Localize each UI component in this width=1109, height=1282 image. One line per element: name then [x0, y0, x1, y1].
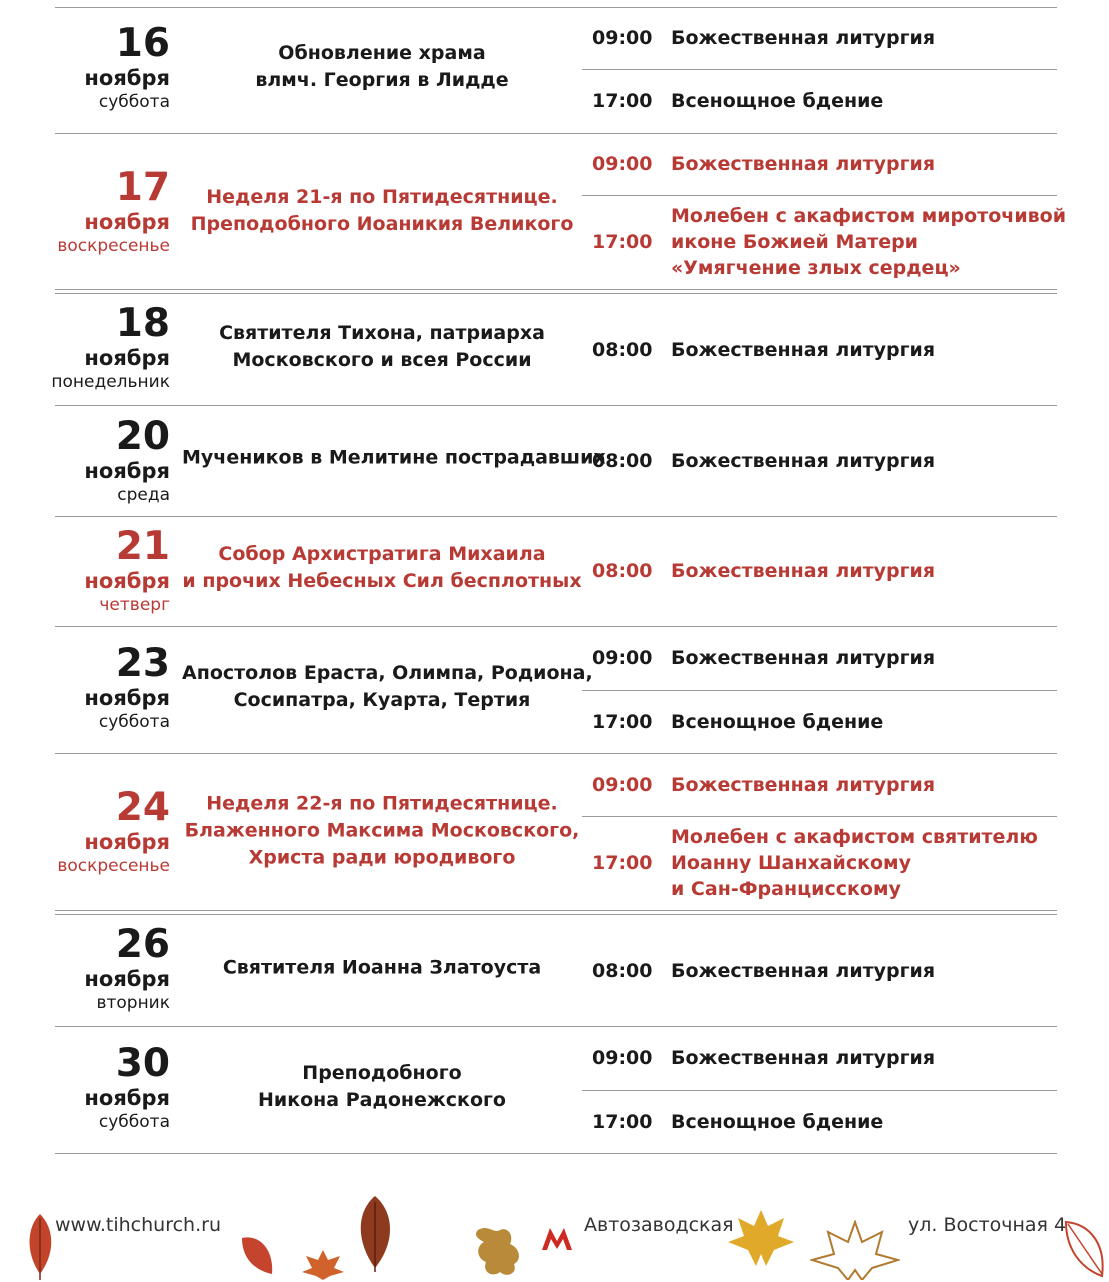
service-time: 08:00 [592, 560, 653, 582]
service-row [582, 1090, 1057, 1153]
service-name-line: Божественная литургия [671, 449, 936, 472]
maple-leaf-icon [300, 1248, 346, 1280]
divider [55, 910, 1057, 911]
service-row [582, 294, 1057, 405]
service-row [582, 690, 1057, 753]
day-weekday: вторник [96, 992, 170, 1013]
service-name [671, 337, 1057, 363]
service-time: 17:00 [592, 1110, 653, 1133]
service-time: 09:00 [592, 647, 653, 669]
autumn-leaf-icon [350, 1194, 400, 1274]
day-weekday: воскресенье [57, 235, 170, 256]
feast-title-line: Никона Радонежского [258, 1088, 506, 1111]
feast-title [182, 791, 582, 872]
service-name-line: Иоанну Шанхайскому [671, 852, 911, 874]
date-block [20, 413, 170, 506]
divider [55, 289, 1057, 290]
service-time: 17:00 [592, 710, 653, 733]
service-name-line: иконе Божией Матери [671, 231, 918, 253]
day-number: 24 [115, 785, 170, 830]
service-name-line: Всенощное бдение [671, 90, 884, 112]
service-name [671, 1045, 1057, 1071]
date-block [20, 921, 170, 1014]
address: ул. Восточная 4 [908, 1214, 1067, 1236]
oak-leaf-icon [470, 1220, 530, 1280]
feast-title-line: Блаженного Максима Московского, [184, 819, 580, 842]
service-name-line: Всенощное бдение [671, 1110, 884, 1133]
website-link[interactable]: www.tihchurch.ru [55, 1214, 221, 1236]
feast-title-line: Неделя 22-я по Пятидесятнице. [206, 792, 558, 815]
service-time: 09:00 [592, 1047, 653, 1069]
service-name [671, 1109, 1057, 1135]
service-name-line: Божественная литургия [671, 560, 936, 582]
day-month: ноября [84, 569, 170, 593]
feast-title [182, 320, 582, 374]
service-name-line: Молебен с акафистом мироточивой [671, 205, 1067, 227]
service-name-line: Божественная литургия [671, 27, 936, 49]
day-number: 21 [115, 524, 170, 569]
service-name [671, 203, 1067, 281]
feast-title-line: Апостолов Ераста, Олимпа, Родиона, [182, 661, 593, 684]
service-name-line: Молебен с акафистом святителю [671, 826, 1038, 848]
date-block [20, 640, 170, 733]
service-name-line: Всенощное бдение [671, 710, 884, 733]
feast-title-line: Собор Архистратига Михаила [218, 543, 546, 565]
day-month: ноября [84, 685, 170, 710]
service-name-line: Божественная литургия [671, 1047, 936, 1069]
day-month: ноября [84, 830, 170, 854]
feast-title-line: и прочих Небесных Сил бесплотных [182, 570, 582, 592]
day-month: ноября [84, 1085, 170, 1110]
service-row [582, 915, 1057, 1026]
feast-title-line: Обновление храма [278, 42, 486, 64]
service-time: 17:00 [592, 231, 653, 253]
day-month: ноября [84, 66, 170, 90]
day-month: ноября [84, 458, 170, 483]
feast-title-line: Святителя Иоанна Златоуста [222, 956, 542, 978]
feast-title-line: Христа ради юродивого [248, 846, 516, 869]
autumn-leaf-icon [238, 1230, 278, 1280]
feast-title [182, 541, 582, 595]
day-number: 30 [115, 1040, 170, 1086]
service-name [671, 151, 1057, 177]
day-number: 17 [115, 164, 170, 210]
day-weekday: суббота [98, 1111, 170, 1132]
day-month: ноября [84, 209, 170, 234]
service-row [582, 7, 1057, 69]
date-block [20, 526, 170, 616]
service-name [671, 645, 1057, 671]
service-time: 17:00 [592, 90, 653, 112]
day-weekday: суббота [98, 711, 170, 732]
service-name-line: Божественная литургия [671, 338, 936, 361]
metro-station: Автозаводская [584, 1214, 734, 1236]
service-time: 09:00 [592, 27, 653, 49]
service-name [671, 709, 1057, 735]
service-row [582, 405, 1057, 516]
date-block [20, 300, 170, 393]
service-row [582, 195, 1067, 289]
metro-logo-icon [541, 1227, 573, 1251]
service-row [582, 816, 1057, 910]
day-weekday: среда [117, 484, 170, 505]
day-weekday: суббота [98, 92, 170, 112]
date-block [20, 1040, 170, 1133]
service-row [582, 516, 1057, 626]
feast-title [182, 184, 582, 238]
service-row [582, 626, 1057, 690]
maple-leaf-icon [726, 1208, 796, 1268]
service-name-line: Божественная литургия [671, 773, 936, 796]
service-row [582, 133, 1057, 195]
feast-title-line: Преподобного [302, 1061, 462, 1084]
day-weekday: воскресенье [57, 856, 170, 876]
feast-title-line: Мучеников в Мелитине пострадавших [182, 446, 606, 468]
service-time: 09:00 [592, 773, 653, 796]
service-name-line: Божественная литургия [671, 959, 936, 982]
feast-title-line: Преподобного Иоаникия Великого [190, 212, 574, 235]
service-time: 17:00 [592, 852, 653, 874]
day-month: ноября [84, 966, 170, 991]
service-name [671, 448, 1057, 474]
service-time: 09:00 [592, 153, 653, 175]
day-month: ноября [84, 345, 170, 370]
feast-title [182, 660, 593, 714]
service-row [582, 753, 1057, 816]
day-number: 26 [115, 921, 170, 967]
feast-title [182, 954, 582, 981]
feast-title [182, 1060, 582, 1114]
service-name-line: и Сан-Францисскому [671, 878, 901, 900]
date-block [20, 164, 170, 257]
feast-title-line: влмч. Георгия в Лидде [255, 69, 509, 91]
service-time: 08:00 [592, 959, 653, 982]
day-number: 23 [115, 640, 170, 686]
date-block [20, 787, 170, 877]
feast-title-line: Московского и всея России [232, 348, 532, 371]
service-name [671, 558, 1057, 584]
feast-title-line: Святителя Тихона, патриарха [219, 321, 545, 344]
feast-title-line: Сосипатра, Куарта, Тертия [233, 688, 531, 711]
divider [55, 1153, 1057, 1154]
day-number: 20 [115, 413, 170, 459]
service-row [582, 69, 1057, 133]
maple-leaf-icon [810, 1220, 900, 1280]
service-row [582, 1026, 1057, 1090]
day-number: 18 [115, 300, 170, 346]
day-number: 16 [115, 21, 170, 66]
feast-title [182, 40, 582, 94]
service-name-line: «Умягчение злых сердец» [671, 257, 961, 279]
service-name [671, 824, 1057, 902]
date-block [20, 23, 170, 113]
service-time: 08:00 [592, 338, 653, 361]
service-name [671, 25, 1057, 51]
service-name [671, 772, 1057, 798]
service-name [671, 958, 1057, 984]
feast-title [182, 444, 606, 471]
service-name [671, 88, 1057, 114]
autumn-leaf-icon [1062, 1218, 1108, 1280]
day-weekday: четверг [99, 595, 170, 615]
autumn-leaf-icon [20, 1212, 60, 1282]
service-name-line: Божественная литургия [671, 647, 936, 669]
service-name-line: Божественная литургия [671, 153, 936, 175]
day-weekday: понедельник [51, 371, 170, 392]
feast-title-line: Неделя 21-я по Пятидесятнице. [206, 185, 558, 208]
service-time: 08:00 [592, 449, 653, 472]
